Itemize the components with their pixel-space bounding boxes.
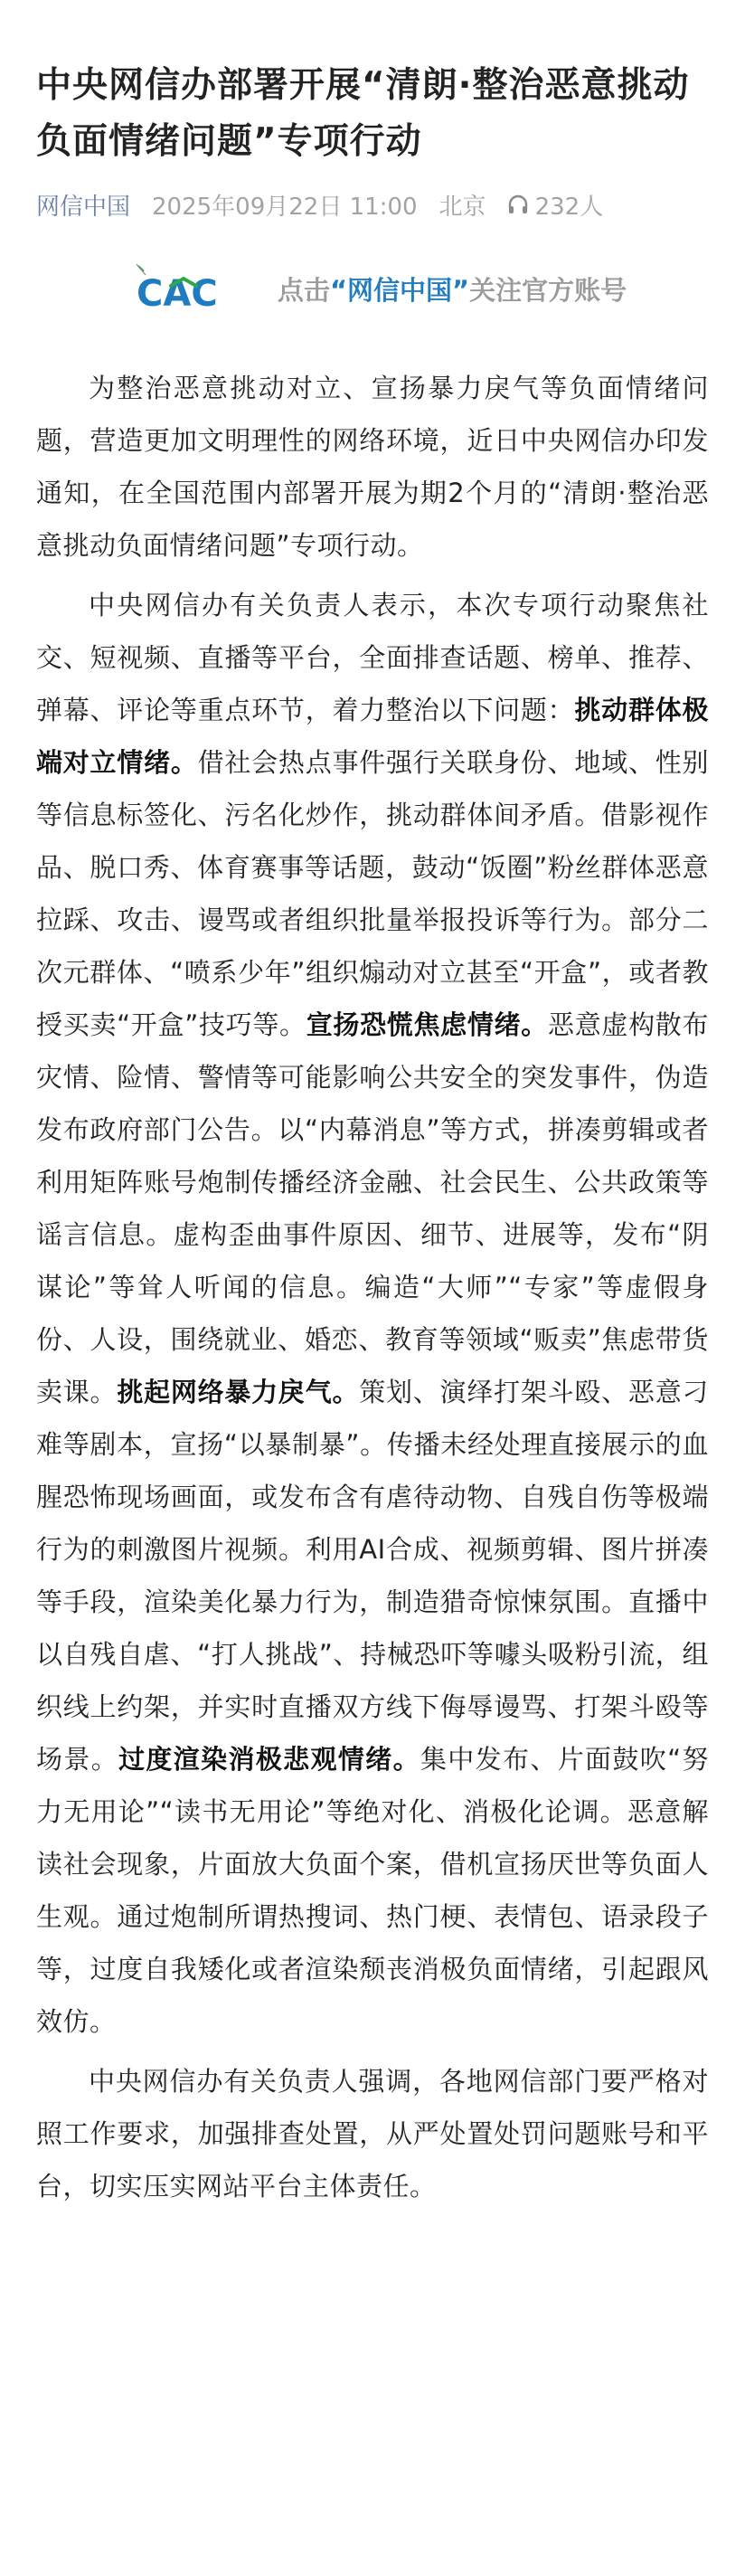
paragraph-1: 为整治恶意挑动对立、宣扬暴力戾气等负面情绪问题，营造更加文明理性的网络环境，近日中央网信办印发通知，在全国范围内部署开展为期2个月的“清朗·整治恶意挑动负面情绪问题”专项行动。 <box>36 373 709 561</box>
issue-text-4: 集中发布、片面鼓吹“努力无用论”“读书无用论”等绝对化、消极化论调。恶意解读社会现象，片面放大负面个案，借机宣扬厌世等负面人生观。通过炮制所谓热搜词、热门梗、表情包、语录段子等，过度自我矮化或者渲染颓丧消极负面情绪，引起跟风效仿。 <box>36 1744 709 2037</box>
article-meta <box>36 188 709 221</box>
cac-logo-icon <box>118 260 254 317</box>
issue-text-3: 策划、演绎打架斗殴、恶意刁难等剧本，宣扬“以暴制暴”。传播未经处理直接展示的血腥恐怖现场画面，或发布含有虐待动物、自残自伤等极端行为的刺激图片视频。利用AI合成、视频剪辑、图片拼凑等手段，渲染美化暴力行为，制造猎奇惊悚氛围。直播中以自残自虐、“打人挑战”、持械恐吓等噱头吸粉引流，组织线上约架，并实时直播双方线下侮辱谩骂、打架斗殴等场景。 <box>36 1377 709 1775</box>
tagline-prompt: 点击 <box>277 274 330 306</box>
tagline-follow: 关注官方账号 <box>469 274 627 306</box>
follow-tagline <box>278 270 627 308</box>
logo-text: CAC <box>136 273 218 315</box>
issue-text-2: 恶意虚构散布灾情、险情、警情等可能影响公共安全的突发事件，伪造发布政府部门公告。以“内幕消息”等方式，拼凑剪辑或者利用矩阵账号炮制传播经济金融、社会民生、公共政策等谣言信息。虚构歪曲事件原因、细节、进展等，发布“阴谋论”等耸人听闻的信息。编造“大师”“专家”等虚假身份、人设，围绕就业、婚恋、教育等领域“贩卖”焦虑带货卖课。 <box>36 1009 709 1407</box>
publish-time: 2025年09月22日 11:00 <box>152 193 418 221</box>
issue-heading-2: 宣扬恐慌焦虑情绪。 <box>306 1009 548 1040</box>
headphones-icon <box>506 193 530 216</box>
paragraph-3: 中央网信办有关负责人强调，各地网信部门要严格对照工作要求，加强排查处置，从严处置处罚问题账号和平台，切实压实网站平台主体责任。 <box>36 2066 709 2202</box>
account-name: “网信中国” <box>329 274 470 306</box>
listen-button[interactable] <box>506 188 604 222</box>
source-link[interactable]: 网信中国 <box>36 193 131 221</box>
issue-heading-1: 挑动群体极端对立情绪。 <box>36 695 709 778</box>
article-body <box>36 362 709 2212</box>
paragraph-2 <box>36 579 709 2048</box>
paragraph-2-intro: 中央网信办有关负责人表示，本次专项行动聚焦社交、短视频、直播等平台，全面排查话题、榜单、推荐、弹幕、评论等重点环节，着力整治以下问题： <box>36 590 709 725</box>
publish-location: 北京 <box>439 193 486 221</box>
follow-banner[interactable] <box>36 255 709 322</box>
issue-text-1: 借社会热点事件强行关联身份、地域、性别等信息标签化、污名化炒作，挑动群体间矛盾。借影视作品、脱口秀、体育赛事等话题，鼓动“饭圈”粉丝群体恶意拉踩、攻击、谩骂或者组织批量举报投诉等行为。部分二次元群体、“喷系少年”组织煽动对立甚至“开盒”，或者教授买卖“开盒”技巧等。 <box>36 747 709 1040</box>
article-title: 中央网信办部署开展“清朗·整治恶意挑动负面情绪问题”专项行动 <box>36 65 690 162</box>
cac-logo <box>118 260 254 317</box>
issue-heading-3: 挑起网络暴力戾气。 <box>117 1377 360 1407</box>
issue-heading-4: 过度渲染消极悲观情绪。 <box>118 1744 420 1775</box>
listener-count: 232人 <box>534 193 604 221</box>
